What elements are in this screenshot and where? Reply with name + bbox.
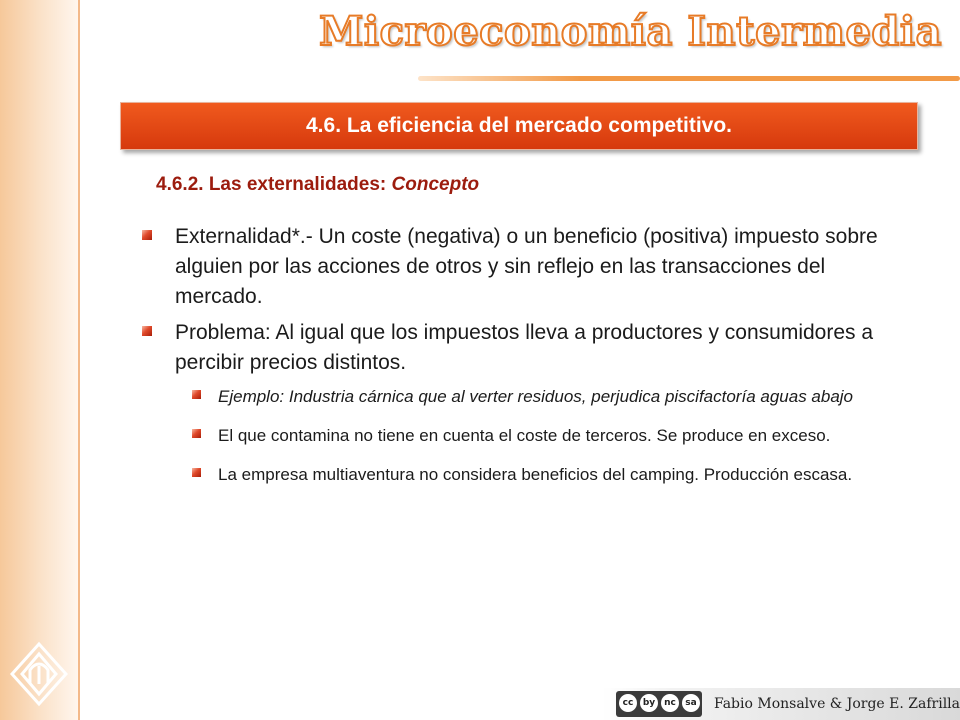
subbullet-text: El que contamina no tiene en cuenta el coste de terceros. Se produce en exceso. (218, 426, 831, 445)
bullet-square-icon (192, 429, 201, 438)
subbullet-item (192, 384, 912, 409)
subtitle-main: 4.6.2. Las externalidades: (156, 174, 392, 195)
left-decorative-bar (0, 0, 78, 720)
footer-bar (602, 688, 960, 720)
sa-icon: sa (682, 694, 700, 712)
by-icon: by (640, 694, 658, 712)
bullet-item (142, 222, 912, 312)
section-banner (120, 102, 918, 150)
bullet-list (142, 222, 912, 501)
authors-credit: Fabio Monsalve & Jorge E. Zafrilla (713, 696, 960, 712)
university-logo-icon (8, 640, 70, 708)
creative-commons-license-icon (616, 691, 702, 717)
bullet-square-icon (192, 468, 201, 477)
subbullet-text: Ejemplo: Industria cárnica que al verter residuos, perjudica piscifactoría aguas abajo (218, 387, 854, 406)
cc-icon: cc (619, 694, 637, 712)
course-title: Microeconomía Intermedia (319, 8, 942, 55)
bullet-item (142, 318, 912, 378)
slide-subtitle (156, 174, 479, 196)
left-bar-divider (78, 0, 80, 720)
banner-title: 4.6. La eficiencia del mercado competitivo. (306, 114, 732, 137)
bullet-text: Externalidad*.- Un coste (negativa) o un beneficio (positiva) impuesto sobre alguien por las acciones de otros y sin reflejo en las transacciones del mercado. (175, 225, 878, 308)
bullet-square-icon (192, 390, 201, 399)
subbullet-item (192, 423, 912, 448)
subbullet-text: La empresa multiaventura no considera beneficios del camping. Producción escasa. (218, 465, 853, 484)
subbullet-item (192, 462, 912, 487)
bullet-square-icon (142, 230, 152, 240)
bullet-text: Problema: Al igual que los impuestos lleva a productores y consumidores a percibir precios distintos. (175, 321, 874, 374)
header-rule (418, 76, 960, 81)
bullet-square-icon (142, 326, 152, 336)
subtitle-emphasis: Concepto (391, 174, 480, 195)
nc-icon: nc (661, 694, 679, 712)
